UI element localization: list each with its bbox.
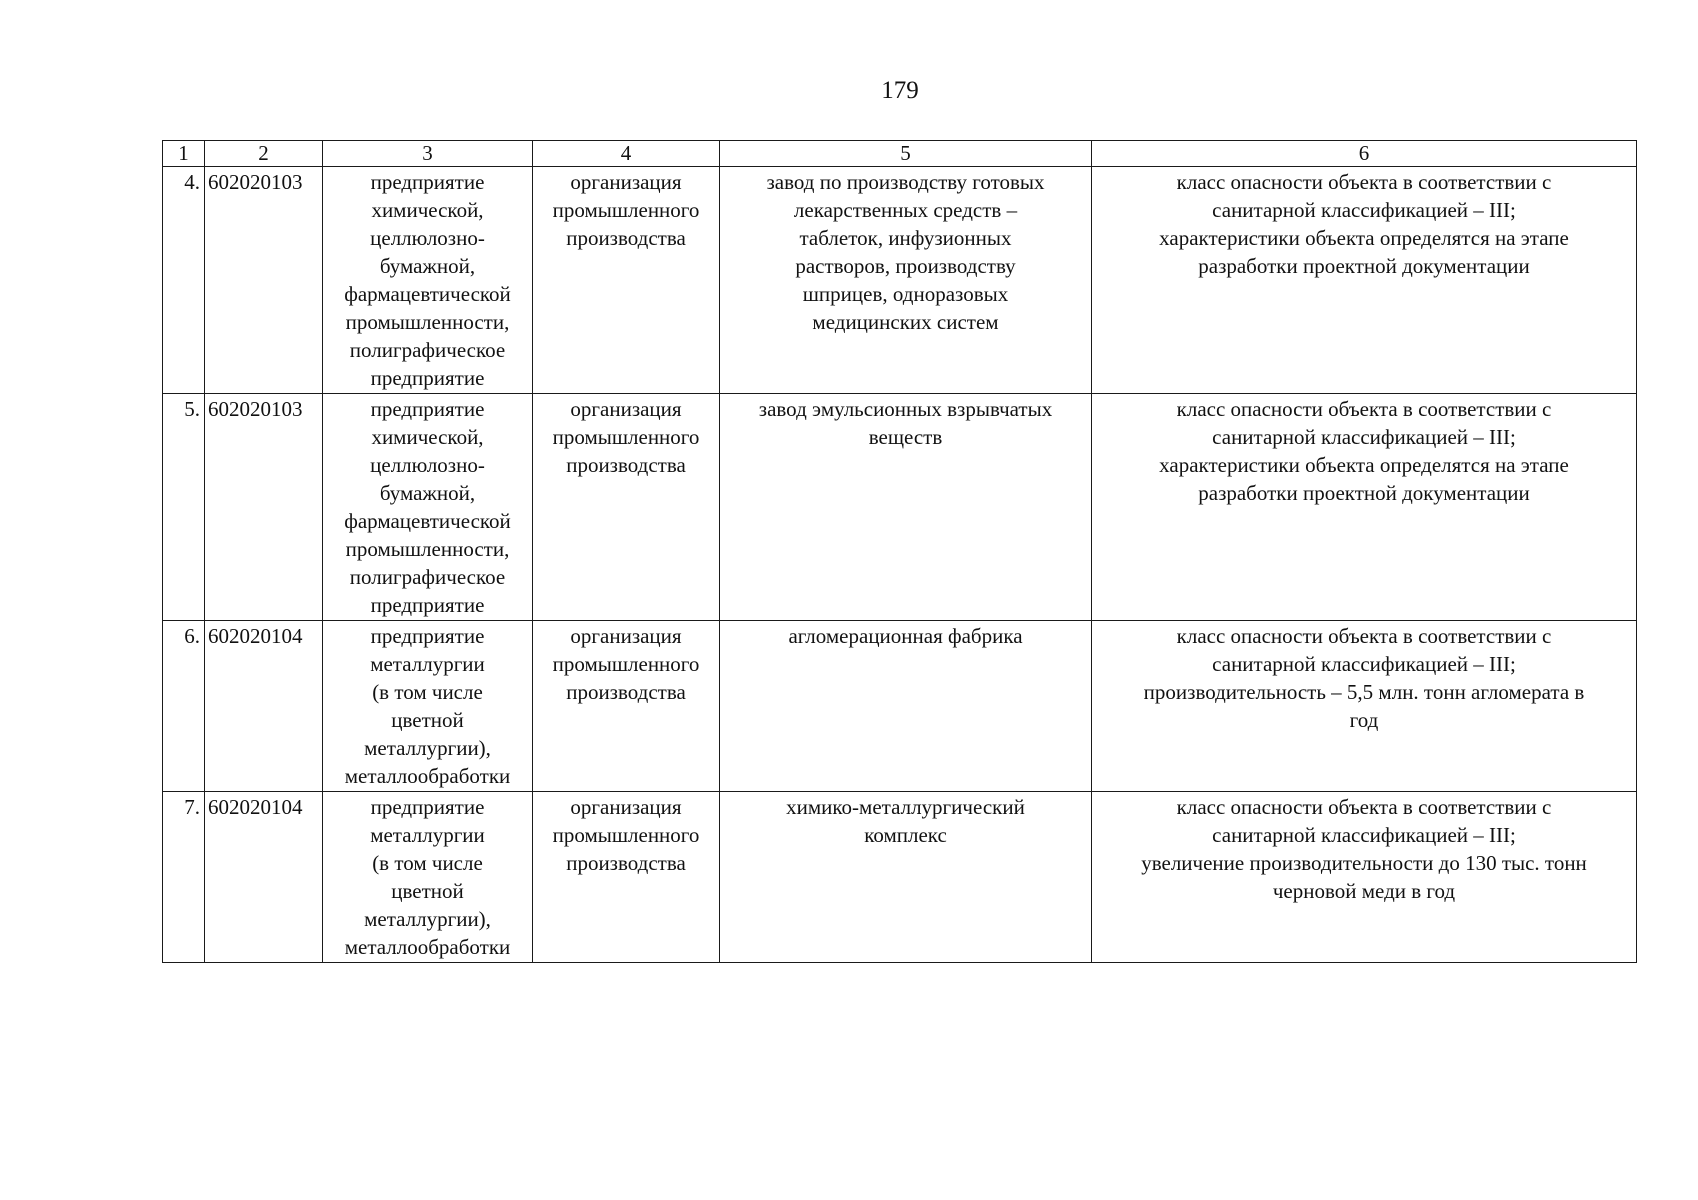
- header-col-2: 2: [205, 141, 323, 167]
- page-number: 179: [881, 77, 919, 104]
- object-code: 602020104: [205, 792, 323, 963]
- object-type: предприятие металлургии (в том числе цветной металлургии), металлообработки: [323, 621, 533, 792]
- header-row: [163, 141, 1637, 167]
- object-characteristics: класс опасности объекта в соответствии с санитарной классификацией – III; производительность – 5,5 млн. тонн агломерата в год: [1092, 621, 1637, 792]
- object-characteristics: класс опасности объекта в соответствии с санитарной классификацией – III; увеличение производительности до 130 тыс. тонн черновой меди в год: [1092, 792, 1637, 963]
- table-row: [163, 792, 1637, 963]
- row-number: 5.: [163, 394, 205, 621]
- row-number: 6.: [163, 621, 205, 792]
- objects-table: [162, 140, 1637, 963]
- object-category: организация промышленного производства: [533, 167, 720, 394]
- table-header: [163, 141, 1637, 167]
- table-row: [163, 394, 1637, 621]
- table-row: [163, 167, 1637, 394]
- header-col-1: 1: [163, 141, 205, 167]
- object-type: предприятие металлургии (в том числе цветной металлургии), металлообработки: [323, 792, 533, 963]
- header-col-5: 5: [720, 141, 1092, 167]
- object-category: организация промышленного производства: [533, 792, 720, 963]
- object-category: организация промышленного производства: [533, 621, 720, 792]
- object-code: 602020103: [205, 394, 323, 621]
- object-name: завод эмульсионных взрывчатых веществ: [720, 394, 1092, 621]
- row-number: 7.: [163, 792, 205, 963]
- table-row: [163, 621, 1637, 792]
- object-name: химико-металлургический комплекс: [720, 792, 1092, 963]
- header-col-4: 4: [533, 141, 720, 167]
- object-characteristics: класс опасности объекта в соответствии с санитарной классификацией – III; характеристики объекта определятся на этапе разработки проектной документации: [1092, 167, 1637, 394]
- row-number: 4.: [163, 167, 205, 394]
- object-type: предприятие химической, целлюлозно- бумажной, фармацевтической промышленности, полиграфическое предприятие: [323, 394, 533, 621]
- object-code: 602020103: [205, 167, 323, 394]
- object-name: завод по производству готовых лекарственных средств – таблеток, инфузионных растворов, производству шприцев, одноразовых медицинских систем: [720, 167, 1092, 394]
- header-col-6: 6: [1092, 141, 1637, 167]
- object-code: 602020104: [205, 621, 323, 792]
- object-name: агломерационная фабрика: [720, 621, 1092, 792]
- object-category: организация промышленного производства: [533, 394, 720, 621]
- object-type: предприятие химической, целлюлозно- бумажной, фармацевтической промышленности, полиграфическое предприятие: [323, 167, 533, 394]
- table-body: [163, 167, 1637, 963]
- object-characteristics: класс опасности объекта в соответствии с санитарной классификацией – III; характеристики объекта определятся на этапе разработки проектной документации: [1092, 394, 1637, 621]
- header-col-3: 3: [323, 141, 533, 167]
